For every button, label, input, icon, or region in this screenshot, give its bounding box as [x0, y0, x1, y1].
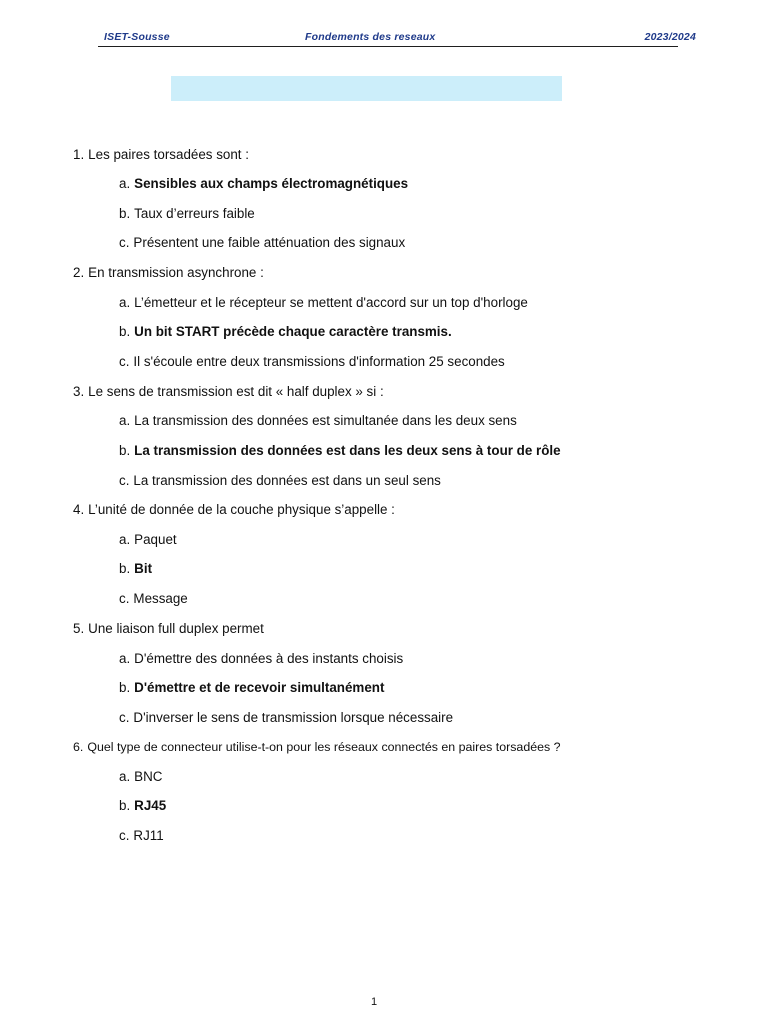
question-text: Une liaison full duplex permet: [88, 621, 264, 636]
answer-option: [119, 413, 517, 429]
answer-option: [119, 206, 255, 222]
question-number: 4.: [73, 502, 85, 517]
answer-letter: b.: [119, 206, 131, 221]
answer-option: [119, 828, 164, 844]
answer-option: [119, 710, 453, 726]
answer-option: [119, 769, 162, 785]
question: [73, 384, 384, 400]
header-school: ISET-Sousse: [104, 31, 170, 43]
answer-option: [119, 532, 177, 548]
answer-text: D'émettre et de recevoir simultanément: [134, 680, 385, 695]
question: [73, 265, 264, 281]
answer-text: La transmission des données est simultanée dans les deux sens: [134, 413, 517, 428]
header-year: 2023/2024: [644, 31, 696, 43]
question-text: Quel type de connecteur utilise-t-on pour les réseaux connectés en paires torsadées ?: [87, 740, 561, 754]
question: [73, 621, 264, 637]
question-text: L’unité de donnée de la couche physique s’appelle :: [88, 502, 395, 517]
answer-option: [119, 651, 403, 667]
question-text: En transmission asynchrone :: [88, 265, 264, 280]
answer-text: Paquet: [134, 532, 177, 547]
header-course: Fondements des reseaux: [305, 31, 436, 43]
answer-text: Sensibles aux champs électromagnétiques: [134, 176, 409, 191]
answer-text: Taux d’erreurs faible: [134, 206, 255, 221]
question-number: 1.: [73, 147, 85, 162]
answer-option: [119, 680, 384, 696]
answer-option: [119, 324, 452, 340]
answer-text: Message: [133, 591, 188, 606]
answer-letter: a.: [119, 532, 131, 547]
answer-letter: b.: [119, 680, 131, 695]
answer-text: RJ45: [134, 798, 167, 813]
answer-option: [119, 798, 166, 814]
answer-letter: b.: [119, 798, 131, 813]
answer-text: L’émetteur et le récepteur se mettent d'accord sur un top d'horloge: [134, 295, 528, 310]
answer-letter: a.: [119, 769, 131, 784]
question-number: 2.: [73, 265, 85, 280]
answer-text: BNC: [134, 769, 163, 784]
answer-text: Un bit START précède chaque caractère transmis.: [134, 324, 452, 339]
answer-option: [119, 443, 561, 459]
answer-text: Présentent une faible atténuation des signaux: [133, 235, 406, 250]
question-number: 5.: [73, 621, 85, 636]
answer-letter: a.: [119, 295, 131, 310]
answer-text: D'inverser le sens de transmission lorsque nécessaire: [133, 710, 454, 725]
answer-option: [119, 354, 505, 370]
answer-option: [119, 591, 188, 607]
answer-letter: c.: [119, 591, 130, 606]
question-text: Le sens de transmission est dit « half duplex » si :: [88, 384, 384, 399]
question-number: 6.: [73, 740, 84, 754]
answer-letter: b.: [119, 561, 131, 576]
question-number: 3.: [73, 384, 85, 399]
answer-text: Bit: [134, 561, 153, 576]
answer-option: [119, 473, 441, 489]
answer-option: [119, 176, 408, 192]
answer-letter: c.: [119, 235, 130, 250]
answer-letter: a.: [119, 651, 131, 666]
question: [73, 147, 249, 163]
answer-letter: c.: [119, 473, 130, 488]
question: [73, 739, 561, 755]
answer-letter: c.: [119, 354, 130, 369]
answer-letter: a.: [119, 413, 131, 428]
answer-text: Il s'écoule entre deux transmissions d'information 25 secondes: [133, 354, 505, 369]
answer-letter: c.: [119, 710, 130, 725]
answer-text: La transmission des données est dans un seul sens: [133, 473, 441, 488]
answer-text: La transmission des données est dans les deux sens à tour de rôle: [134, 443, 561, 458]
question-text: Les paires torsadées sont :: [88, 147, 249, 162]
answer-text: RJ11: [133, 828, 164, 843]
page-header: [98, 30, 696, 47]
answer-option: [119, 235, 405, 251]
answer-text: D'émettre des données à des instants choisis: [134, 651, 404, 666]
answer-letter: b.: [119, 443, 131, 458]
title-band: [171, 76, 562, 101]
answer-option: [119, 561, 152, 577]
answer-letter: b.: [119, 324, 131, 339]
question: [73, 502, 395, 518]
answer-letter: a.: [119, 176, 131, 191]
answer-letter: c.: [119, 828, 130, 843]
page-number: 1: [370, 996, 378, 1008]
answer-option: [119, 295, 528, 311]
